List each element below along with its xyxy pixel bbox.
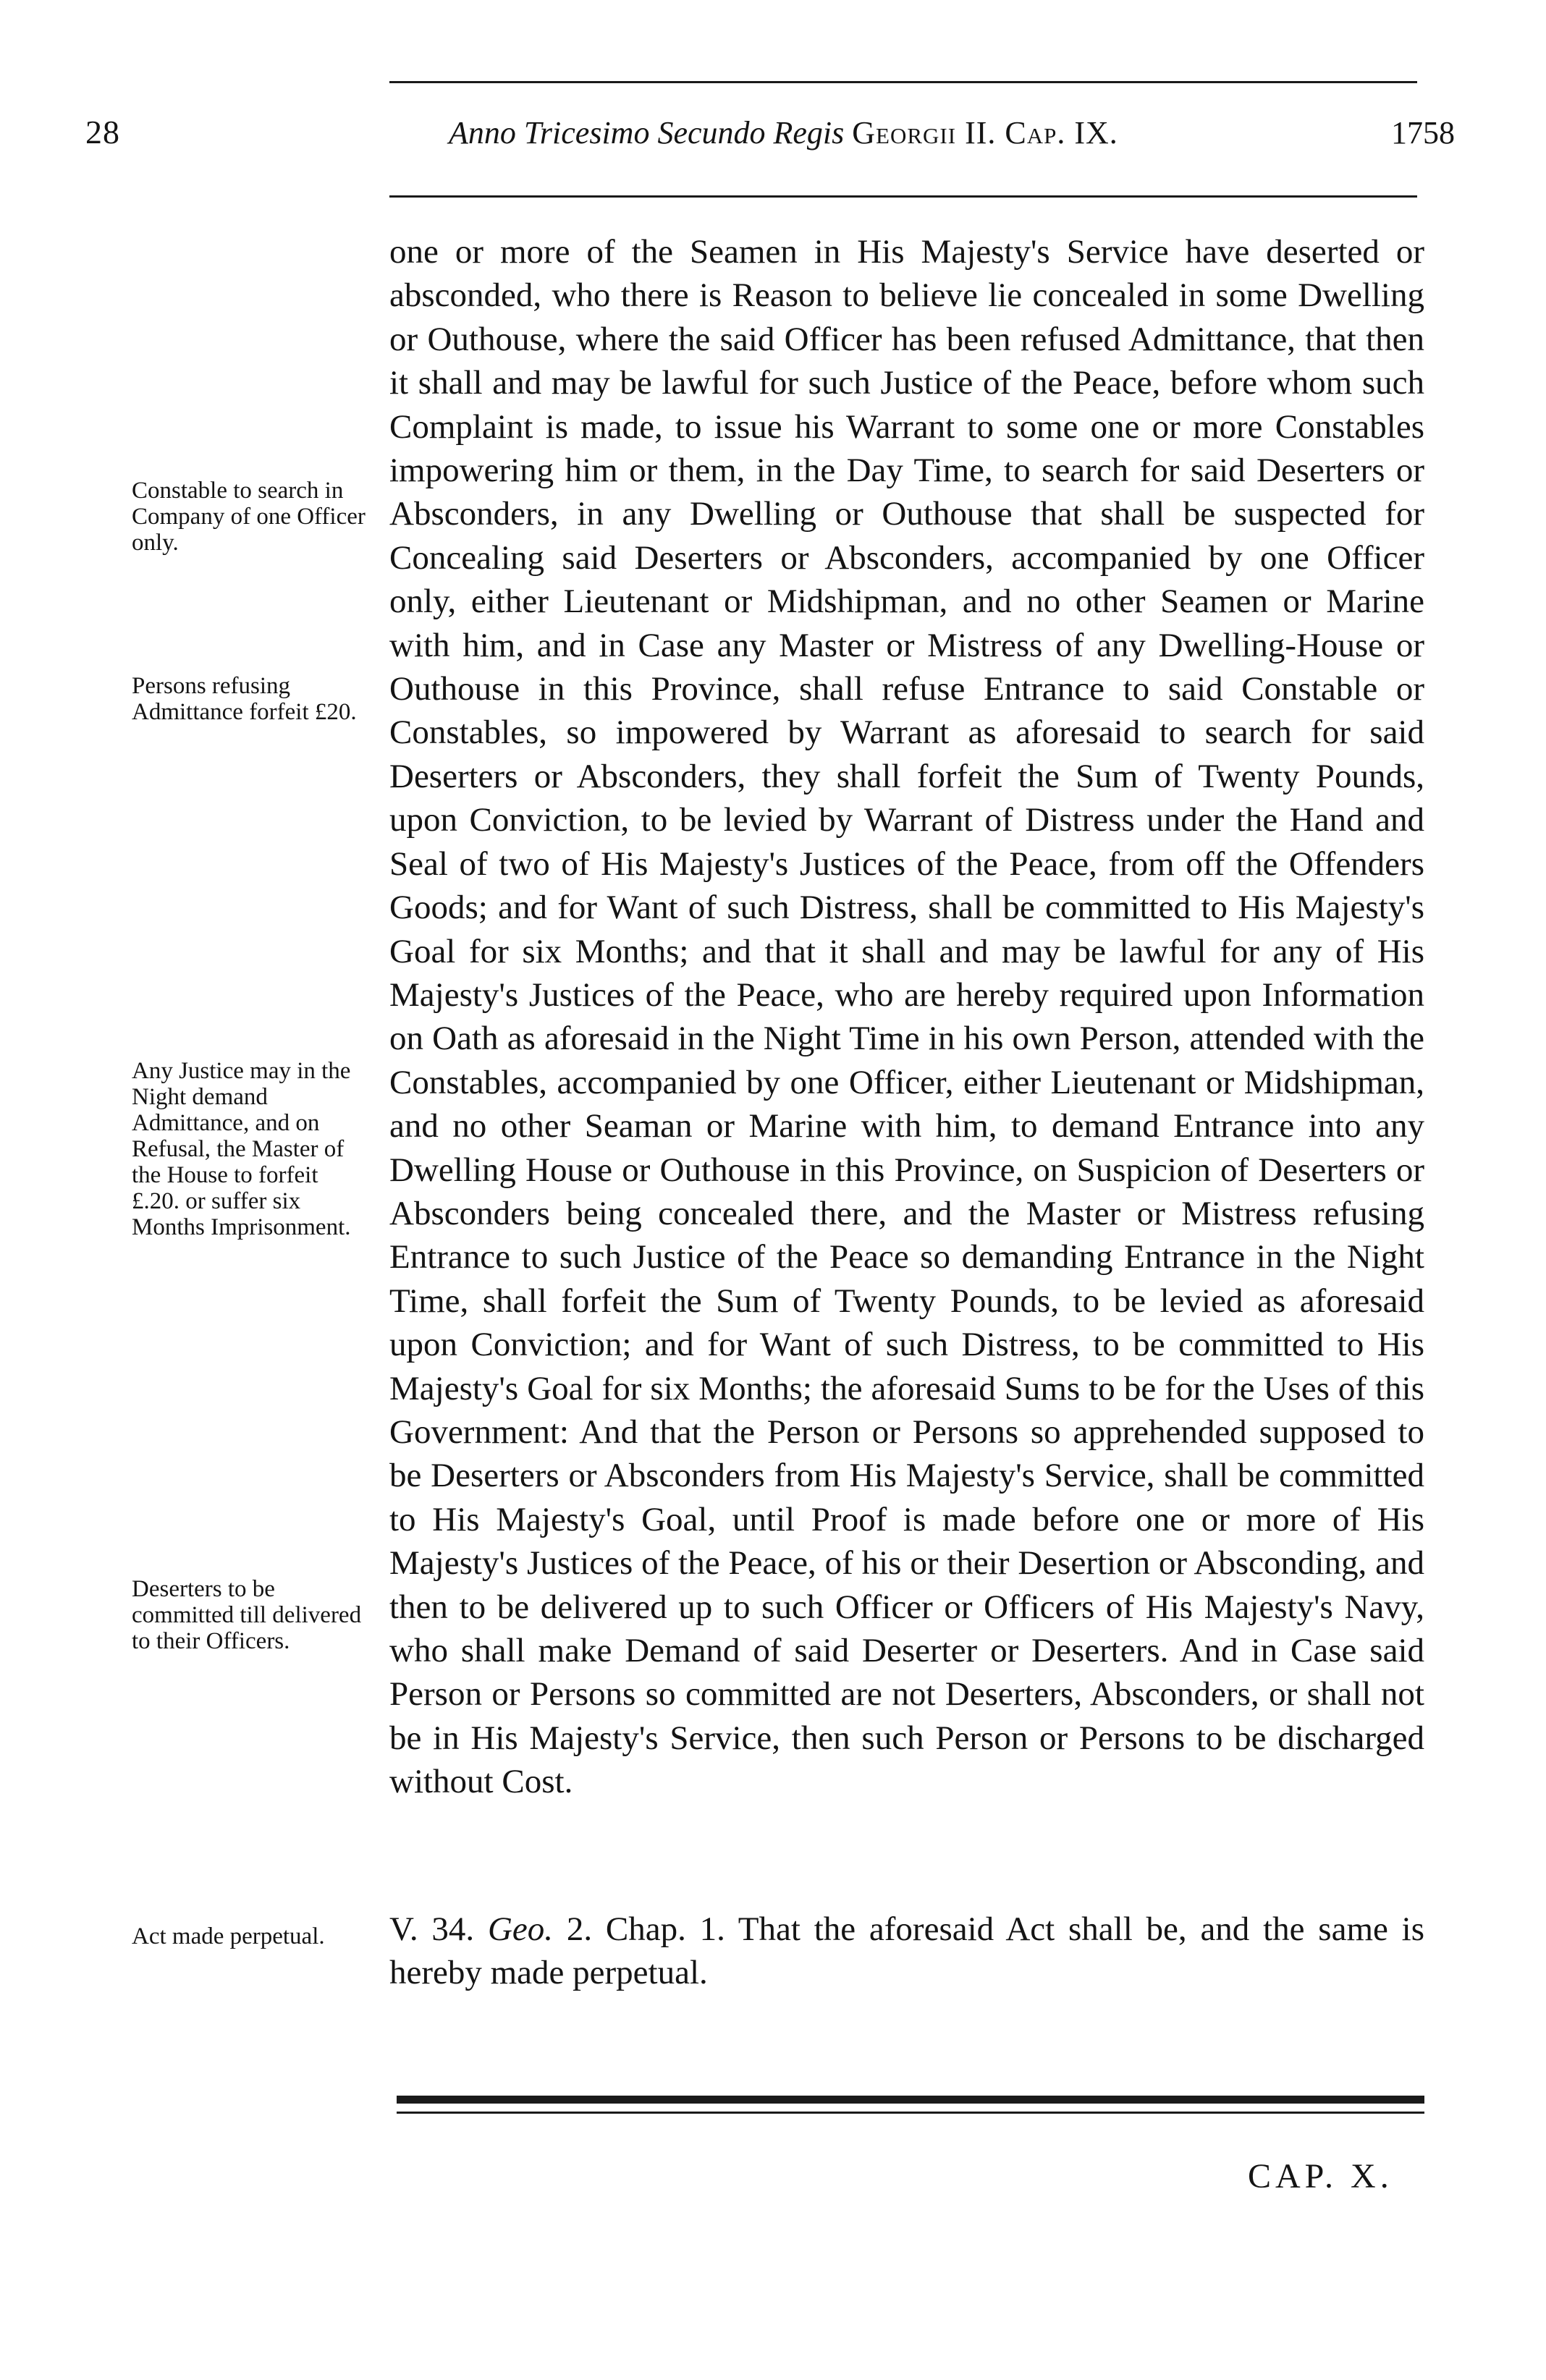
- section-v-ref: Geo.: [487, 1910, 554, 1948]
- section-v-rest: 2. Chap. 1. That the aforesaid Act shall be, and the same is hereby made perpetual.: [389, 1910, 1425, 1991]
- marginal-note-deserters: Deserters to be committed till delivered to their Officers.: [132, 1576, 362, 1654]
- running-head-title: Anno Tricesimo Secundo Regis: [449, 115, 845, 151]
- header-rule: [389, 195, 1417, 198]
- catchword: CAP. X.: [1248, 2157, 1393, 2195]
- marginal-note-perpetual: Act made perpetual.: [132, 1923, 325, 1949]
- marginal-note-constable: Constable to search in Company of one Officer only.: [132, 478, 366, 556]
- page-number: 28: [85, 114, 120, 151]
- running-head-chapter: Georgii II. Cap. IX.: [852, 115, 1118, 151]
- bottom-rule-thin: [397, 2112, 1424, 2114]
- top-rule: [389, 81, 1417, 83]
- running-head-year: 1758: [1391, 115, 1455, 151]
- bottom-rule-thick: [397, 2096, 1424, 2104]
- main-paragraph: one or more of the Seamen in His Majesty's Service have deserted or absconded, who there is Reason to believe lie concealed in some Dwelling or Outhouse, where the said Officer has been refused Admittance, that then it shall and may be lawful for such Justice of the Peace, before whom such Complaint is made, to issue his Warrant to some one or more Constables impowering him or them, in the Day Time, to search for said Deserters or Absconders, in any Dwelling or Outhouse that shall be suspected for Concealing said Deserters or Absconders, accompanied by one Officer only, either Lieutenant or Midshipman, and no other Seamen or Marine with him, and in Case any Master or Mistress of any Dwelling-House or Outhouse in this Province, shall refuse Entrance to said Constable or Constables, so impowered by Warrant as aforesaid to search for said Deserters or Absconders, they shall forfeit the Sum of Twenty Pounds, upon Conviction, to be levied by Warrant of Distress under the Hand and Seal of two of His Majesty's Justices of the Peace, from off the Offenders Goods; and for Want of such Distress, shall be committed to His Majesty's Goal for six Months; and that it shall and may be lawful for any of His Majesty's Justices of the Peace, who are hereby required upon Information on Oath as aforesaid in the Night Time in his own Person, attended with the Constables, accompanied by one Officer, either Lieutenant or Midshipman, and no other Seaman or Marine with him, to demand Entrance into any Dwelling House or Outhouse in this Province, on Suspicion of Deserters or Absconders being concealed there, and the Master or Mistress refusing Entrance to such Justice of the Peace so demanding Entrance in the Night Time, shall forfeit the Sum of Twenty Pounds, to be levied as aforesaid upon Conviction; and for Want of such Distress, to be committed to His Majesty's Goal for six Months; the aforesaid Sums to be for the Uses of this Government: And that the Person or Persons so apprehended supposed to be Deserters or Absconders from His Majesty's Service, shall be committed to His Majesty's Goal, until Proof is made before one or more of His Majesty's Justices of the Peace, of his or their Desertion or Absconding, and then to be delivered up to such Officer or Officers of His Majesty's Navy, who shall make Demand of said Deserter or Deserters. And in Case said Person or Persons so committed are not Deserters, Absconders, or shall not be in His Majesty's Service, then such Person or Persons to be discharged without Cost.: [389, 233, 1424, 1801]
- marginal-note-any-justice: Any Justice may in the Night demand Admittance, and on Refusal, the Master of the House to forfeit £.20. or suffer six Months Imprisonment.: [132, 1058, 351, 1240]
- running-head: [449, 114, 1455, 151]
- marginal-note-persons-refusing: Persons refusing Admittance forfeit £20.: [132, 673, 357, 725]
- section-v-lead: V. 34.: [389, 1910, 475, 1948]
- body-text: [389, 230, 1424, 1804]
- section-v-paragraph: [389, 1907, 1424, 1994]
